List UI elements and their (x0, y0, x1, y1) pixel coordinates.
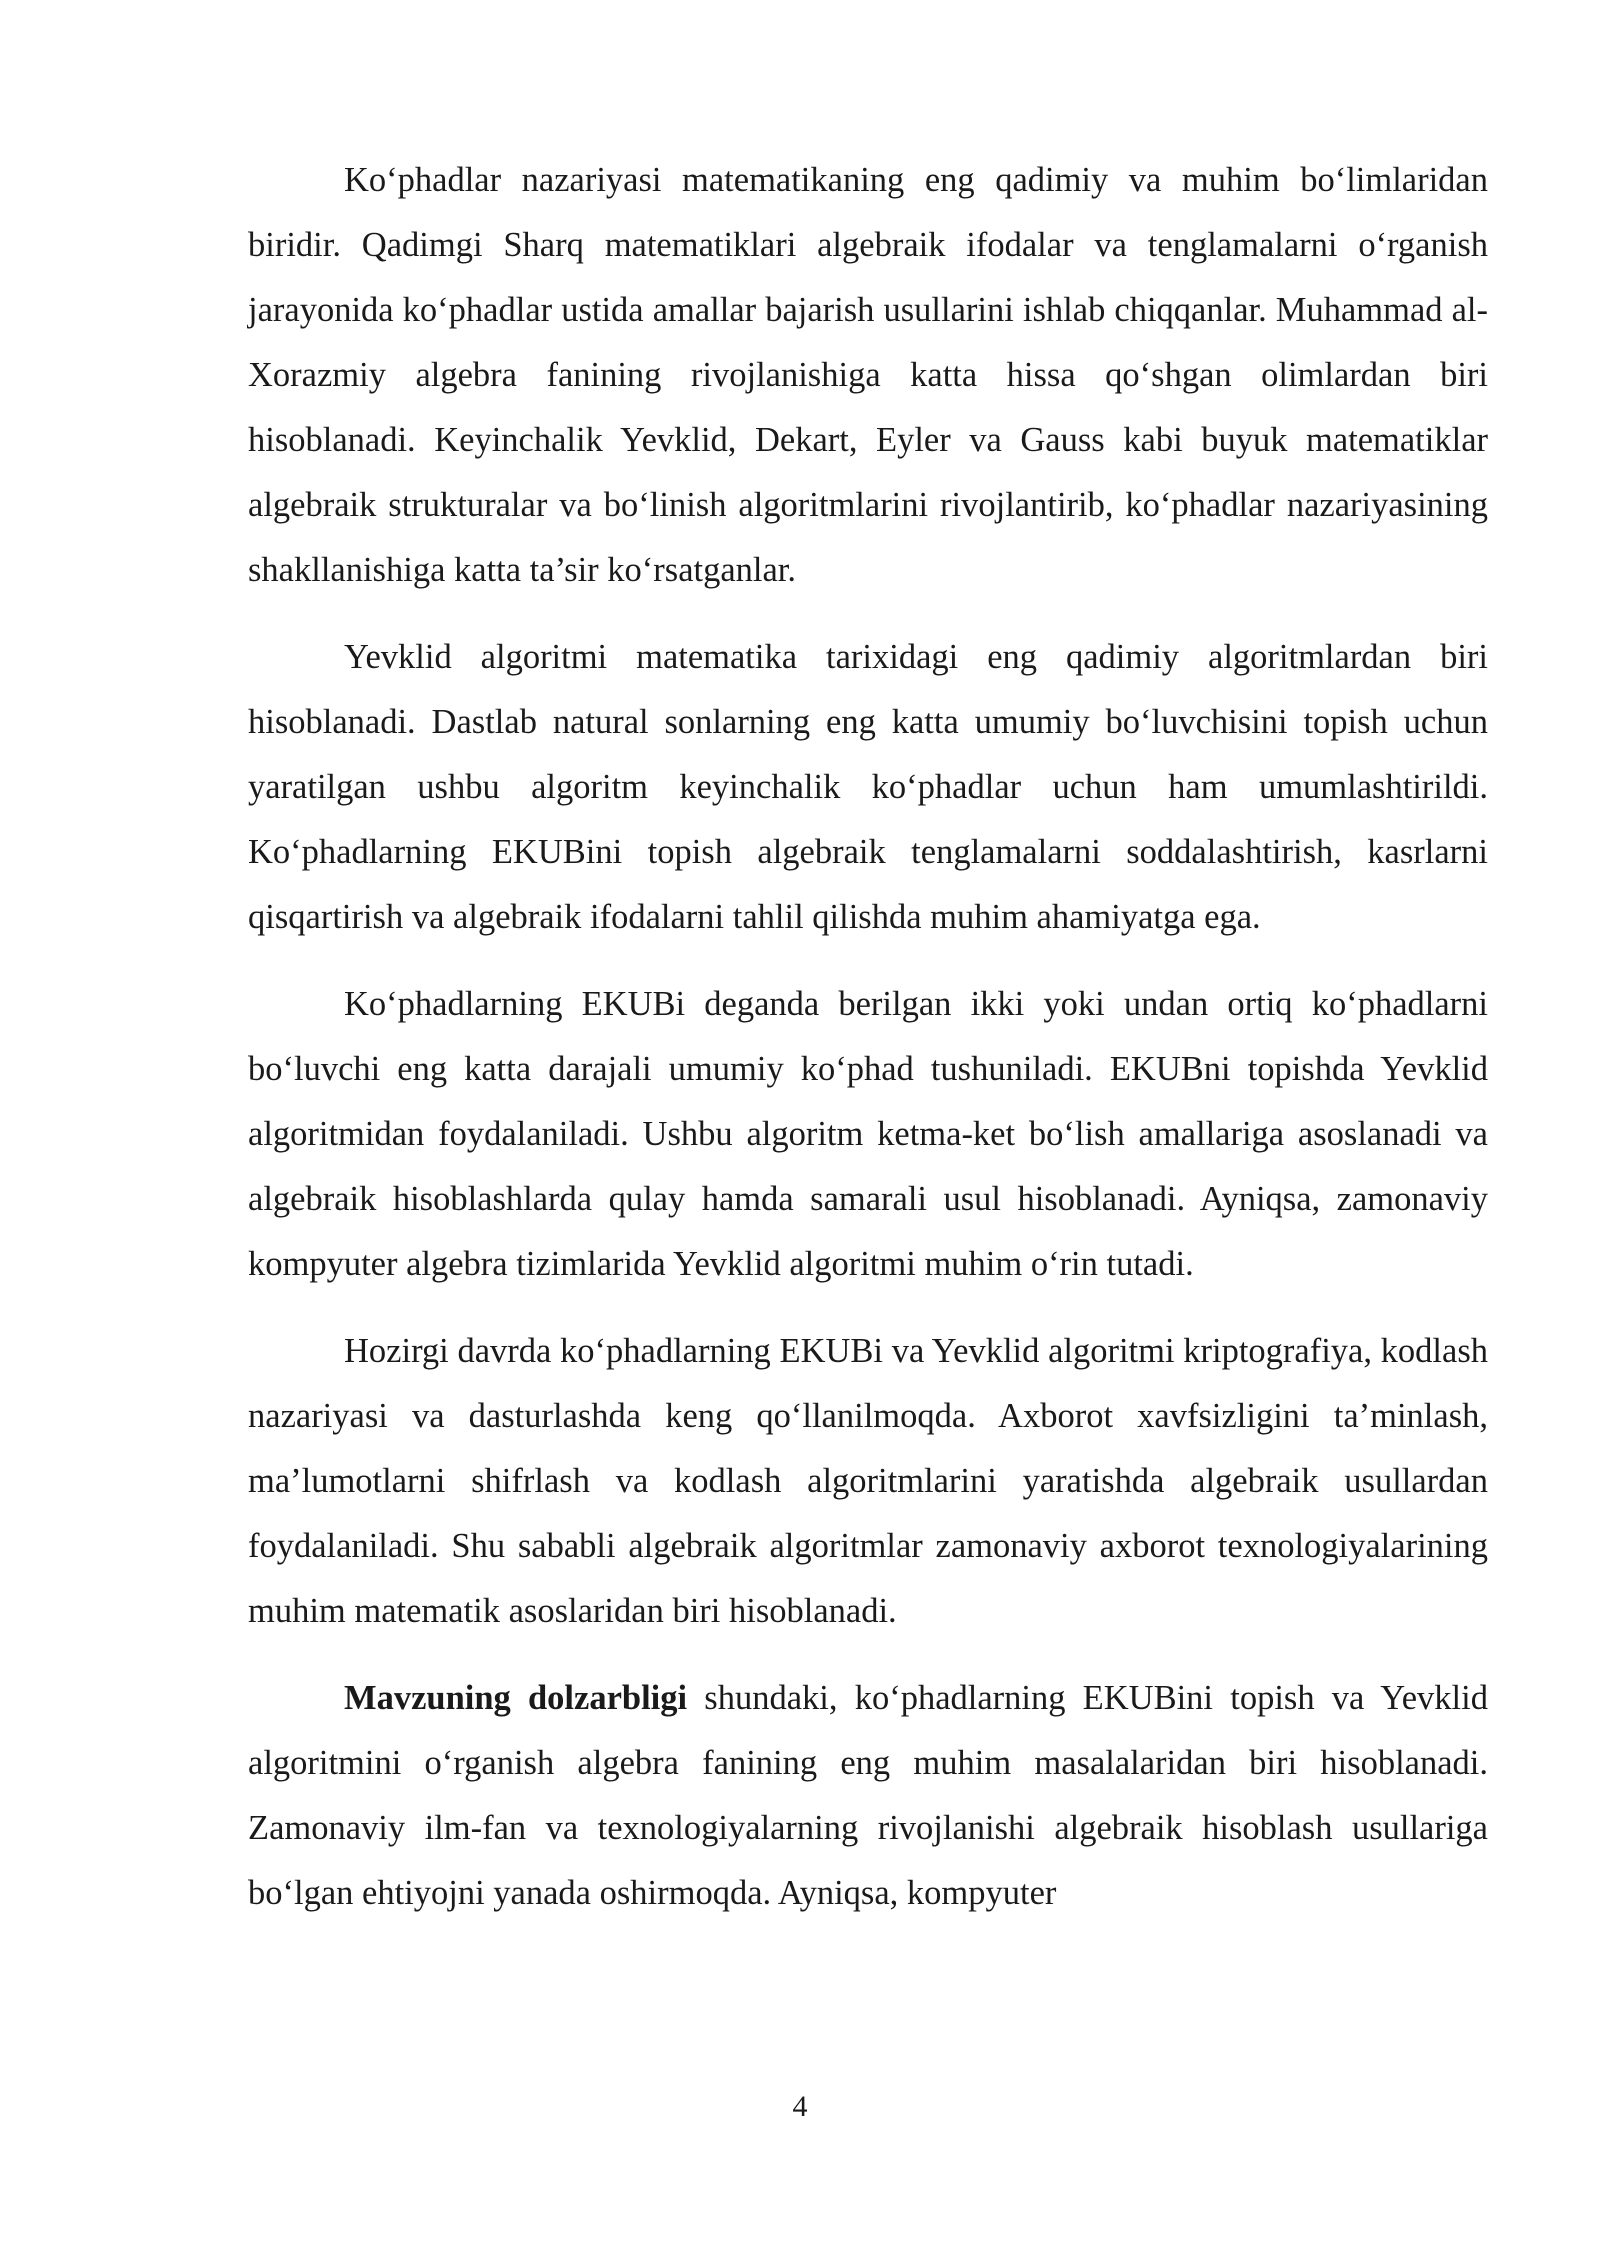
paragraph-3-text: Ko‘phadlarning EKUBi deganda berilgan ikki yoki undan ortiq ko‘phadlarni bo‘luvchi eng katta darajali umumiy ko‘phad tushuniladi. EKUBni topishda Yevklid algoritmidan foydalaniladi. Ushbu algoritm ketma-ket bo‘lish amallariga asoslanadi va algebraik hisoblashlarda qulay hamda samarali usul hisoblanadi. Ayniqsa, zamonaviy kompyuter algebra tizimlarida Yevklid algoritmi muhim o‘rin tutadi. (248, 985, 1488, 1283)
paragraph-3 (248, 972, 1488, 1297)
document-body (248, 148, 1488, 1948)
paragraph-4 (248, 1319, 1488, 1644)
paragraph-1 (248, 148, 1488, 603)
paragraph-2-text: Yevklid algoritmi matematika tarixidagi eng qadimiy algoritmlardan biri hisoblanadi. Dastlab natural sonlarning eng katta umumiy bo‘luvchisini topish uchun yaratilgan ushbu algoritm keyinchalik ko‘phadlar uchun ham umumlashtirildi. Ko‘phadlarning EKUBini topish algebraik tenglamalarni soddalashtirish, kasrlarni qisqartirish va algebraik ifodalarni tahlil qilishda muhim ahamiyatga ega. (248, 638, 1488, 936)
paragraph-1-text: Ko‘phadlar nazariyasi matematikaning eng qadimiy va muhim bo‘limlaridan biridir. Qadimgi Sharq matematiklari algebraik ifodalar va tenglamalarni o‘rganish jarayonida ko‘phadlar ustida amallar bajarish usullarini ishlab chiqqanlar. Muhammad al-Xorazmiy algebra fanining rivojlanishiga katta hissa qo‘shgan olimlardan biri hisoblanadi. Keyinchalik Yevklid, Dekart, Eyler va Gauss kabi buyuk matematiklar algebraik strukturalar va bo‘linish algoritmlarini rivojlantirib, ko‘phadlar nazariyasining shakllanishiga katta ta’sir ko‘rsatganlar. (248, 161, 1488, 589)
paragraph-5-text: shundaki, ko‘phadlarning EKUBini topish va Yevklid algoritmini o‘rganish algebra fanining eng muhim masalalaridan biri hisoblanadi. Zamonaviy ilm-fan va texnologiyalarning rivojlanishi algebraik hisoblash usullariga bo‘lgan ehtiyojni yanada oshirmoqda. Ayniqsa, kompyuter (248, 1679, 1488, 1912)
page-number: 4 (792, 2090, 808, 2123)
paragraph-4-text: Hozirgi davrda ko‘phadlarning EKUBi va Yevklid algoritmi kriptografiya, kodlash nazariyasi va dasturlashda keng qo‘llanilmoqda. Axborot xavfsizligini ta’minlash, ma’lumotlarni shifrlash va kodlash algoritmlarini yaratishda algebraik usullardan foydalaniladi. Shu sababli algebraik algoritmlar zamonaviy axborot texnologiyalarining muhim matematik asoslaridan biri hisoblanadi. (248, 1332, 1488, 1630)
paragraph-5-bold-lead: Mavzuning dolzarbligi (344, 1679, 688, 1717)
paragraph-2 (248, 625, 1488, 950)
paragraph-5 (248, 1666, 1488, 1926)
